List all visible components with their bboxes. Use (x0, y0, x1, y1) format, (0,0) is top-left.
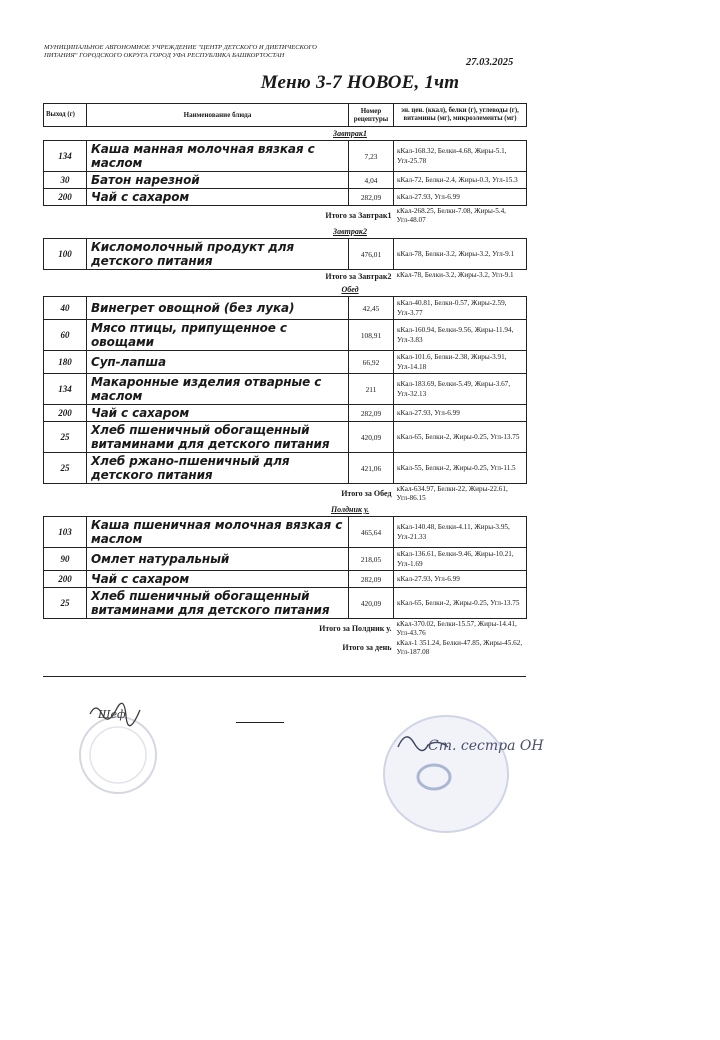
item-dish-name: Чай с сахаром (87, 571, 349, 588)
meal-header-row (44, 503, 527, 517)
day-total-value: кКал-1 351.24, Белки-47.85, Жиры-45.62, Угл-187.08 (396, 639, 523, 656)
item-output: 180 (44, 351, 87, 374)
item-recipe-number: 211 (349, 374, 394, 405)
item-nutrition: кКал-27.93, Угл-6.99 (394, 189, 527, 206)
item-dish-name: Каша пшеничная молочная вязкая с маслом (87, 517, 349, 548)
table-header-row (44, 104, 527, 127)
item-nutrition: кКал-65, Белки-2, Жиры-0.25, Угл-13.75 (394, 588, 527, 619)
table-row (44, 189, 527, 206)
day-total-label: Итого за день (342, 643, 392, 652)
item-dish-name: Макаронные изделия отварные с маслом (87, 374, 349, 405)
item-recipe-number: 282,09 (349, 189, 394, 206)
meal-name: Обед (341, 285, 359, 294)
item-nutrition: кКал-160.94, Белки-9.56, Жиры-11.94, Угл-3.83 (394, 320, 527, 351)
table-row (44, 141, 527, 172)
item-nutrition: кКал-78, Белки-3.2, Жиры-3.2, Угл-9.1 (394, 239, 527, 270)
menu-table-body (44, 127, 527, 658)
header-dish-name: Наименование блюда (87, 104, 349, 127)
item-output: 134 (44, 141, 87, 172)
item-dish-name: Батон нарезной (87, 172, 349, 189)
item-dish-name: Хлеб пшеничный обогащенный витаминами для детского питания (87, 422, 349, 453)
item-dish-name: Хлеб ржано-пшеничный для детского питания (87, 453, 349, 484)
day-total-row (44, 638, 527, 657)
meal-total-row (44, 619, 527, 639)
item-recipe-number: 66,92 (349, 351, 394, 374)
item-recipe-number: 282,09 (349, 405, 394, 422)
item-recipe-number: 420,09 (349, 422, 394, 453)
meal-name: Завтрак2 (333, 227, 367, 236)
meal-header-row (44, 127, 527, 141)
item-output: 30 (44, 172, 87, 189)
meal-header-row (44, 283, 527, 297)
item-recipe-number: 420,09 (349, 588, 394, 619)
organization-name: МУНИЦИПАЛЬНОЕ АВТОНОМНОЕ УЧРЕЖДЕНИЕ "ЦЕНТР ДЕТСКОГО И ДИЕТИЧЕСКОГО ПИТАНИЯ" ГОРОДСКОГО ОКРУГА ГОРОД УФА РЕСПУБЛИКА БАШКОРТОСТАН (44, 44, 317, 59)
item-recipe-number: 282,09 (349, 571, 394, 588)
header-recipe-number: Номер рецептуры (349, 104, 394, 127)
table-row (44, 239, 527, 270)
item-nutrition: кКал-136.61, Белки-9.46, Жиры-10.21, Угл-1.69 (394, 548, 527, 571)
table-row (44, 517, 527, 548)
item-nutrition: кКал-27.93, Угл-6.99 (394, 571, 527, 588)
item-output: 25 (44, 422, 87, 453)
table-row (44, 172, 527, 189)
meal-name: Завтрак1 (333, 129, 367, 138)
table-row (44, 548, 527, 571)
stamp-right-seal (376, 712, 596, 842)
menu-table (43, 103, 527, 657)
item-recipe-number: 42,45 (349, 297, 394, 320)
meal-total-label: Итого за Полдник у. (319, 624, 392, 633)
stamp-left-seal (68, 700, 178, 810)
item-recipe-number: 108,91 (349, 320, 394, 351)
table-row (44, 405, 527, 422)
table-row (44, 571, 527, 588)
item-dish-name: Винегрет овощной (без лука) (87, 297, 349, 320)
item-output: 90 (44, 548, 87, 571)
signature-line (236, 722, 284, 723)
item-dish-name: Суп-лапша (87, 351, 349, 374)
item-dish-name: Омлет натуральный (87, 548, 349, 571)
item-output: 60 (44, 320, 87, 351)
meal-total-row (44, 270, 527, 284)
table-row (44, 422, 527, 453)
day-total-rule (43, 676, 526, 677)
meal-name: Полдник у. (330, 505, 370, 514)
meal-spacer (44, 503, 87, 517)
item-nutrition: кКал-55, Белки-2, Жиры-0.25, Угл-11.5 (394, 453, 527, 484)
meal-total-label: Итого за Завтрак2 (325, 272, 392, 281)
right-signature: Ст. сестра ОН (428, 738, 544, 754)
item-dish-name: Каша манная молочная вязкая с маслом (87, 141, 349, 172)
document-title: Меню 3-7 НОВОЕ, 1чт (260, 72, 460, 93)
meal-spacer (44, 225, 87, 239)
item-dish-name: Чай с сахаром (87, 189, 349, 206)
item-output: 40 (44, 297, 87, 320)
item-nutrition: кКал-40.81, Белки-0.57, Жиры-2.59, Угл-3.77 (394, 297, 527, 320)
meal-total-label: Итого за Обед (341, 489, 392, 498)
meal-total-value: кКал-78, Белки-3.2, Жиры-3.2, Угл-9.1 (396, 271, 514, 279)
left-signature: Шеф (98, 708, 126, 721)
table-row (44, 351, 527, 374)
table-row (44, 374, 527, 405)
table-row (44, 320, 527, 351)
item-output: 200 (44, 571, 87, 588)
item-output: 200 (44, 405, 87, 422)
header-output: Выход (г) (44, 104, 87, 127)
meal-total-value: кКал-370.02, Белки-15.57, Жиры-14.41, Угл-43.76 (396, 620, 517, 637)
item-recipe-number: 218,05 (349, 548, 394, 571)
item-dish-name: Кисломолочный продукт для детского питания (87, 239, 349, 270)
meal-total-row (44, 206, 527, 226)
item-output: 25 (44, 588, 87, 619)
meal-header-row (44, 225, 527, 239)
item-output: 25 (44, 453, 87, 484)
item-recipe-number: 421,06 (349, 453, 394, 484)
item-nutrition: кКал-72, Белки-2.4, Жиры-0.3, Угл-15.3 (394, 172, 527, 189)
meal-spacer (44, 283, 87, 297)
meal-total-value: кКал-634.97, Белки-22, Жиры-22.61, Угл-86.15 (396, 485, 508, 502)
item-recipe-number: 476,01 (349, 239, 394, 270)
item-output: 100 (44, 239, 87, 270)
meal-total-label: Итого за Завтрак1 (325, 211, 392, 220)
item-nutrition: кКал-183.69, Белки-5.49, Жиры-3.67, Угл-32.13 (394, 374, 527, 405)
item-output: 134 (44, 374, 87, 405)
meal-total-row (44, 484, 527, 504)
header-nutrition: эн. цен. (ккал), белки (г), углеводы (г), витамины (мг), микроэлементы (мг) (394, 104, 527, 127)
item-nutrition: кКал-168.32, Белки-4.68, Жиры-5.1, Угл-25.78 (394, 141, 527, 172)
meal-total-value: кКал-268.25, Белки-7.08, Жиры-5.4, Угл-48.07 (396, 207, 506, 224)
item-dish-name: Мясо птицы, припущенное с овощами (87, 320, 349, 351)
table-row (44, 588, 527, 619)
item-nutrition: кКал-65, Белки-2, Жиры-0.25, Угл-13.75 (394, 422, 527, 453)
meal-spacer (44, 127, 87, 141)
item-output: 200 (44, 189, 87, 206)
item-dish-name: Чай с сахаром (87, 405, 349, 422)
item-nutrition: кКал-140.48, Белки-4.11, Жиры-3.95, Угл-21.33 (394, 517, 527, 548)
document-date: 27.03.2025 (466, 57, 514, 68)
item-recipe-number: 4,04 (349, 172, 394, 189)
table-row (44, 297, 527, 320)
item-output: 103 (44, 517, 87, 548)
item-nutrition: кКал-101.6, Белки-2.38, Жиры-3.91, Угл-14.18 (394, 351, 527, 374)
item-recipe-number: 465,64 (349, 517, 394, 548)
item-recipe-number: 7,23 (349, 141, 394, 172)
item-dish-name: Хлеб пшеничный обогащенный витаминами для детского питания (87, 588, 349, 619)
item-nutrition: кКал-27.93, Угл-6.99 (394, 405, 527, 422)
table-row (44, 453, 527, 484)
